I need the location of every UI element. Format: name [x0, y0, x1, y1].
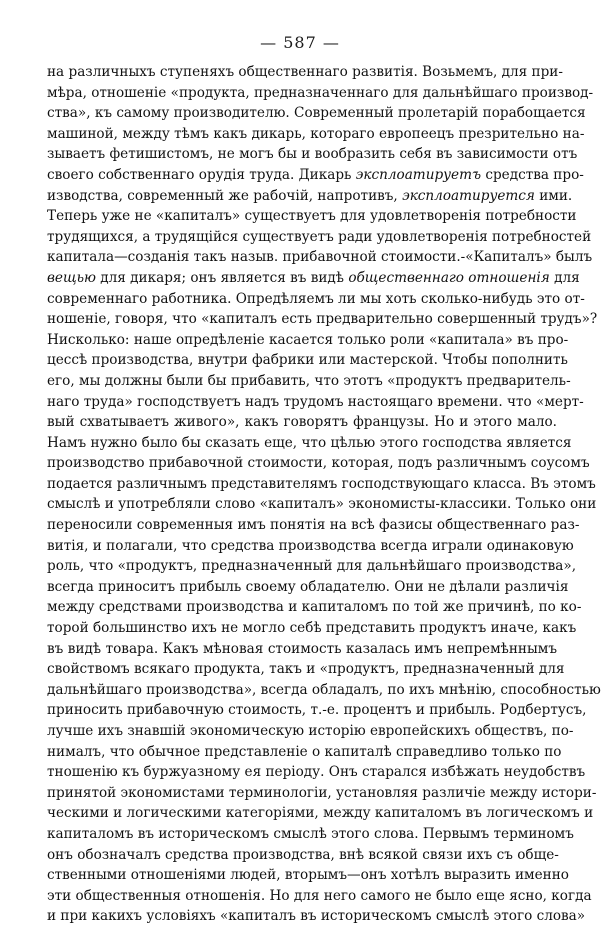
text-line [47, 412, 557, 433]
text-segment: эти общественныя отношенія. Но для него самого не было еще ясно, когда [47, 887, 592, 904]
text-segment: Теперь уже не «капиталъ» существуетъ для удовлетворенія потребности [47, 208, 577, 225]
text-segment: машиной, между тѣмъ какъ дикарь, котораго европеецъ презрительно на- [47, 125, 585, 142]
page-body-text [47, 62, 601, 927]
text-segment: ства», къ самому производителю. Современный пролетарій порабощается [47, 105, 586, 122]
text-segment: производство прибавочной стоимости, которая, подъ различнымъ соусомъ [47, 455, 590, 472]
text-line [47, 515, 580, 536]
text-line [47, 165, 584, 186]
text-line [47, 824, 574, 845]
text-line [47, 577, 569, 598]
text-segment: ственными отношеніями людей, вторымъ—онъ хотѣлъ выразить именно [47, 867, 569, 884]
text-line [47, 474, 596, 495]
text-line [47, 83, 594, 104]
text-segment: между средствами производства и капиталомъ по той же причинѣ, по ко- [47, 599, 582, 616]
text-line [47, 886, 592, 907]
text-segment: капиталомъ въ историческомъ смыслѣ этого слова. Первымъ терминомъ [47, 825, 574, 842]
text-segment: витія, и полагали, что средства производства всегда играли одинаковую [47, 537, 574, 554]
text-line [47, 206, 577, 227]
text-line [47, 536, 574, 557]
text-line [47, 186, 573, 207]
text-segment: изводства, современный же рабочій, напротивъ, [47, 187, 403, 204]
text-segment: вый схватываетъ живого», какъ говорятъ французы. Но и этого мало. [47, 414, 557, 431]
text-line [47, 659, 565, 680]
text-line [47, 433, 572, 454]
text-segment: Намъ нужно было бы сказать еще, что цѣлью этого господства является [47, 434, 572, 451]
text-segment: его, мы должны были бы прибавить, что этотъ «продуктъ предваритель- [47, 372, 571, 389]
text-line [47, 453, 590, 474]
text-segment: торой большинство ихъ не могло себѣ представить продуктъ иначе, какъ [47, 620, 577, 637]
text-segment: своего собственнаго орудія труда. Дикарь [47, 166, 356, 183]
text-line [47, 330, 569, 351]
text-segment: для дикаря; онъ является въ видѣ [95, 269, 349, 286]
text-line [47, 556, 577, 577]
text-line [47, 803, 594, 824]
italic-phrase: вещью [47, 269, 96, 286]
text-line [47, 309, 598, 330]
text-segment: дальнѣйшаго производства», всегда обладалъ, по ихъ мнѣнію, способностью [47, 681, 601, 698]
text-line [47, 124, 585, 145]
text-segment: приносить прибавочную стоимость, т.-е. процентъ и прибыль. Родбертусъ, [47, 702, 587, 719]
text-line [47, 227, 592, 248]
text-line [47, 845, 557, 866]
text-segment: средства про- [481, 166, 584, 183]
text-line [47, 144, 578, 165]
text-segment: для [549, 269, 580, 286]
text-segment: на различныхъ ступеняхъ общественнаго развитія. Возьмемъ, для при- [47, 64, 563, 80]
text-line [47, 247, 593, 268]
text-segment: принятой экономистами терминологіи, установляя различіе между истори- [47, 784, 597, 801]
text-segment: цессѣ производства, внутри фабрики или мастерской. Чтобы пополнить [47, 352, 568, 369]
italic-phrase: эксплоатируется [402, 187, 535, 204]
text-segment: мѣра, отношеніе «продукта, предназначеннаго для дальнѣйшаго производ- [47, 84, 594, 101]
text-segment: подается различнымъ представителямъ господствующаго класса. Въ этомъ [47, 475, 596, 492]
text-segment: лучше ихъ знавшій экономическую исторію европейскихъ обществъ, по- [47, 723, 574, 739]
text-line [47, 700, 587, 721]
text-segment: нималъ, что обычное представленіе о капиталѣ справедливо только по [47, 743, 562, 760]
text-line [47, 783, 597, 804]
text-line [47, 680, 601, 701]
text-segment: всегда приноситъ прибыль своему обладателю. Они не дѣлали различія [47, 578, 569, 595]
text-line [47, 639, 557, 660]
text-segment: онъ обозначалъ средства производства, внѣ всякой связи ихъ съ обще- [47, 846, 559, 863]
text-line [47, 371, 571, 392]
text-line [47, 350, 568, 371]
text-segment: капитала—созданія такъ назыв. прибавочной стоимости.-«Капиталъ» былъ [47, 249, 593, 266]
text-segment: свойствомъ всякаго продукта, такъ и «продуктъ, предназначенный для [47, 661, 565, 678]
italic-phrase: общественнаго отношенія [348, 269, 550, 286]
text-segment: ими. [534, 187, 573, 204]
text-segment: смыслѣ и употребляли слово «капиталъ» экономисты-классики. Только они [47, 496, 597, 513]
text-line [47, 618, 577, 639]
text-segment: переносили современныя имъ понятія на всѣ фазисы общественнаго раз- [47, 517, 580, 534]
italic-phrase: эксплоатируетъ [355, 166, 482, 183]
text-line [47, 762, 586, 783]
text-line [47, 103, 586, 124]
text-line [47, 597, 582, 618]
text-segment: тношенію къ буржуазному ея періоду. Онъ старался избѣжать неудобствъ [47, 764, 586, 781]
text-line [47, 268, 580, 289]
text-segment: трудящихся, а трудящійся существуетъ ради удовлетворенія потребностей [47, 228, 592, 245]
text-segment: ношеніе, говоря, что «капиталъ есть предварительно совершенный трудъ»? [47, 311, 598, 328]
text-line [47, 742, 562, 763]
text-line [47, 721, 574, 742]
text-segment: роль, что «продуктъ, предназначенный для дальнѣйшаго производства», [47, 558, 577, 575]
text-line [47, 289, 585, 310]
text-line [47, 906, 586, 927]
text-line [47, 494, 597, 515]
text-segment: зываетъ фетишистомъ, не могъ бы и вообразить себя въ зависимости отъ [47, 146, 578, 163]
text-segment: Нисколько: наше опредѣленіе касается только роли «капитала» въ про- [47, 331, 569, 348]
text-segment: и при какихъ условіяхъ «капиталъ въ историческомъ смыслѣ этого слова» [47, 908, 586, 925]
text-line [47, 62, 563, 83]
text-line [47, 865, 569, 886]
text-segment: ческими и логическими категоріями, между капиталомъ въ логическомъ и [47, 805, 594, 822]
text-line [47, 392, 584, 413]
text-segment: въ видѣ товара. Какъ мѣновая стоимость казалась имъ непремѣннымъ [47, 640, 557, 657]
text-segment: современнаго работника. Опредѣляемъ ли мы хоть сколько-нибудь это от- [47, 290, 585, 307]
page-number: — 587 — [260, 33, 340, 52]
text-segment: наго труда» господствуетъ надъ трудомъ настоящаго времени. что «мерт- [47, 393, 584, 410]
